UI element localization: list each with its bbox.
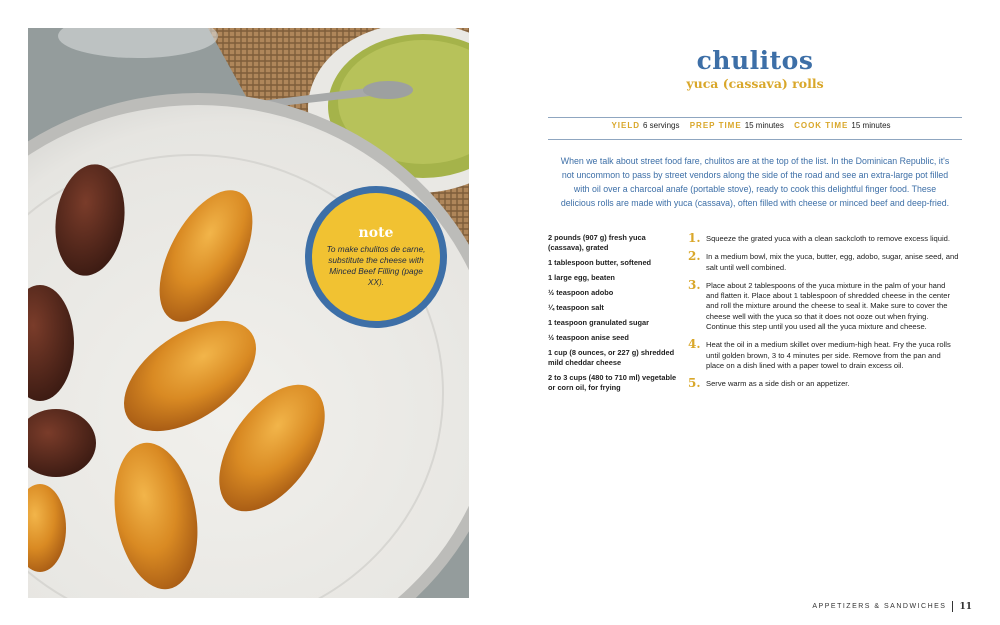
recipe-intro: When we talk about street food fare, chulitos are at the top of the list. In the Dominican Republic, it's not uncommon to pass by street vendors along the side of the road and see an extra-large pot filled with oil over a charcoal anafe (portable stove), ready to cook this delightful finger food. These delicious rolls are made with yuca (cassava), often filled with cheese or minced beef and deep-fried. (560, 156, 950, 208)
step-text: Serve warm as a side dish or an appetizer. (706, 379, 850, 389)
step-item (688, 250, 960, 273)
cook-time-label: COOK TIME (794, 121, 849, 130)
divider-bottom (548, 139, 962, 140)
recipe-meta (548, 121, 962, 130)
note-callout (305, 186, 447, 328)
ingredient-item: ½ teaspoon anise seed (548, 333, 629, 342)
ingredient-item: 1 cup (8 ounces, or 227 g) shredded mild cheddar cheese (548, 348, 675, 367)
step-text: In a medium bowl, mix the yuca, butter, egg, adobo, sugar, anise seed, and salt until well combined. (706, 252, 959, 272)
step-number: 3. (688, 277, 701, 292)
step-number: 1. (688, 231, 701, 245)
page-number: 11 (959, 601, 972, 612)
step-item (688, 232, 960, 244)
page-footer (812, 601, 972, 612)
step-text: Place about 2 tablespoons of the yuca mixture in the palm of your hand and flatten it. Place about 1 tablespoon of shredded cheese in the center and roll the mixture around the cheese to seal it. Make sure to cover the cheese well with the yuca so that it does not ooze out when frying. Continue this step until you used all the yuca mixture and cheese. (706, 280, 951, 332)
step-number: 2. (688, 249, 701, 264)
yield-value: 6 servings (643, 121, 680, 130)
recipe-title: chulitos (696, 46, 814, 75)
step-number: 4. (688, 337, 701, 352)
yield-label: YIELD (611, 121, 640, 130)
footer-section: APPETIZERS & SANDWICHES (812, 603, 947, 610)
ingredient-item: 1 large egg, beaten (548, 273, 615, 282)
ingredient-item: 2 pounds (907 g) fresh yuca (cassava), grated (548, 233, 646, 252)
step-text: Squeeze the grated yuca with a clean sackcloth to remove excess liquid. (706, 234, 950, 243)
step-item (688, 377, 960, 389)
divider-top (548, 117, 962, 118)
ingredient-item: ½ teaspoon adobo (548, 288, 614, 297)
steps-list (688, 232, 960, 396)
footer-divider (952, 601, 953, 612)
ingredient-item: 1 teaspoon granulated sugar (548, 318, 650, 327)
step-number: 5. (688, 376, 701, 391)
ingredients-list (548, 233, 683, 398)
prep-time-label: PREP TIME (689, 121, 742, 130)
ingredient-item: 2 to 3 cups (480 to 710 ml) vegetable or corn oil, for frying (548, 373, 677, 392)
ingredient-item: ¼ teaspoon salt (548, 303, 604, 312)
step-text: Heat the oil in a medium skillet over medium-high heat. Fry the yuca rolls until golden brown, 3 to 4 minutes per side. Remove from the pan and place on a dish lined with a paper towel to drain excess oil. (706, 340, 951, 370)
cook-time-value: 15 minutes (851, 121, 891, 130)
ingredient-item: 1 tablespoon butter, softened (548, 258, 652, 267)
step-item (688, 338, 960, 371)
prep-time-value: 15 minutes (744, 121, 784, 130)
note-title: note (358, 224, 394, 241)
note-text: To make chulitos de carne, substitute the cheese with Minced Beef Filling (page XX). (326, 243, 426, 287)
recipe-subtitle: yuca (cassava) rolls (686, 76, 824, 91)
step-item (688, 279, 960, 332)
